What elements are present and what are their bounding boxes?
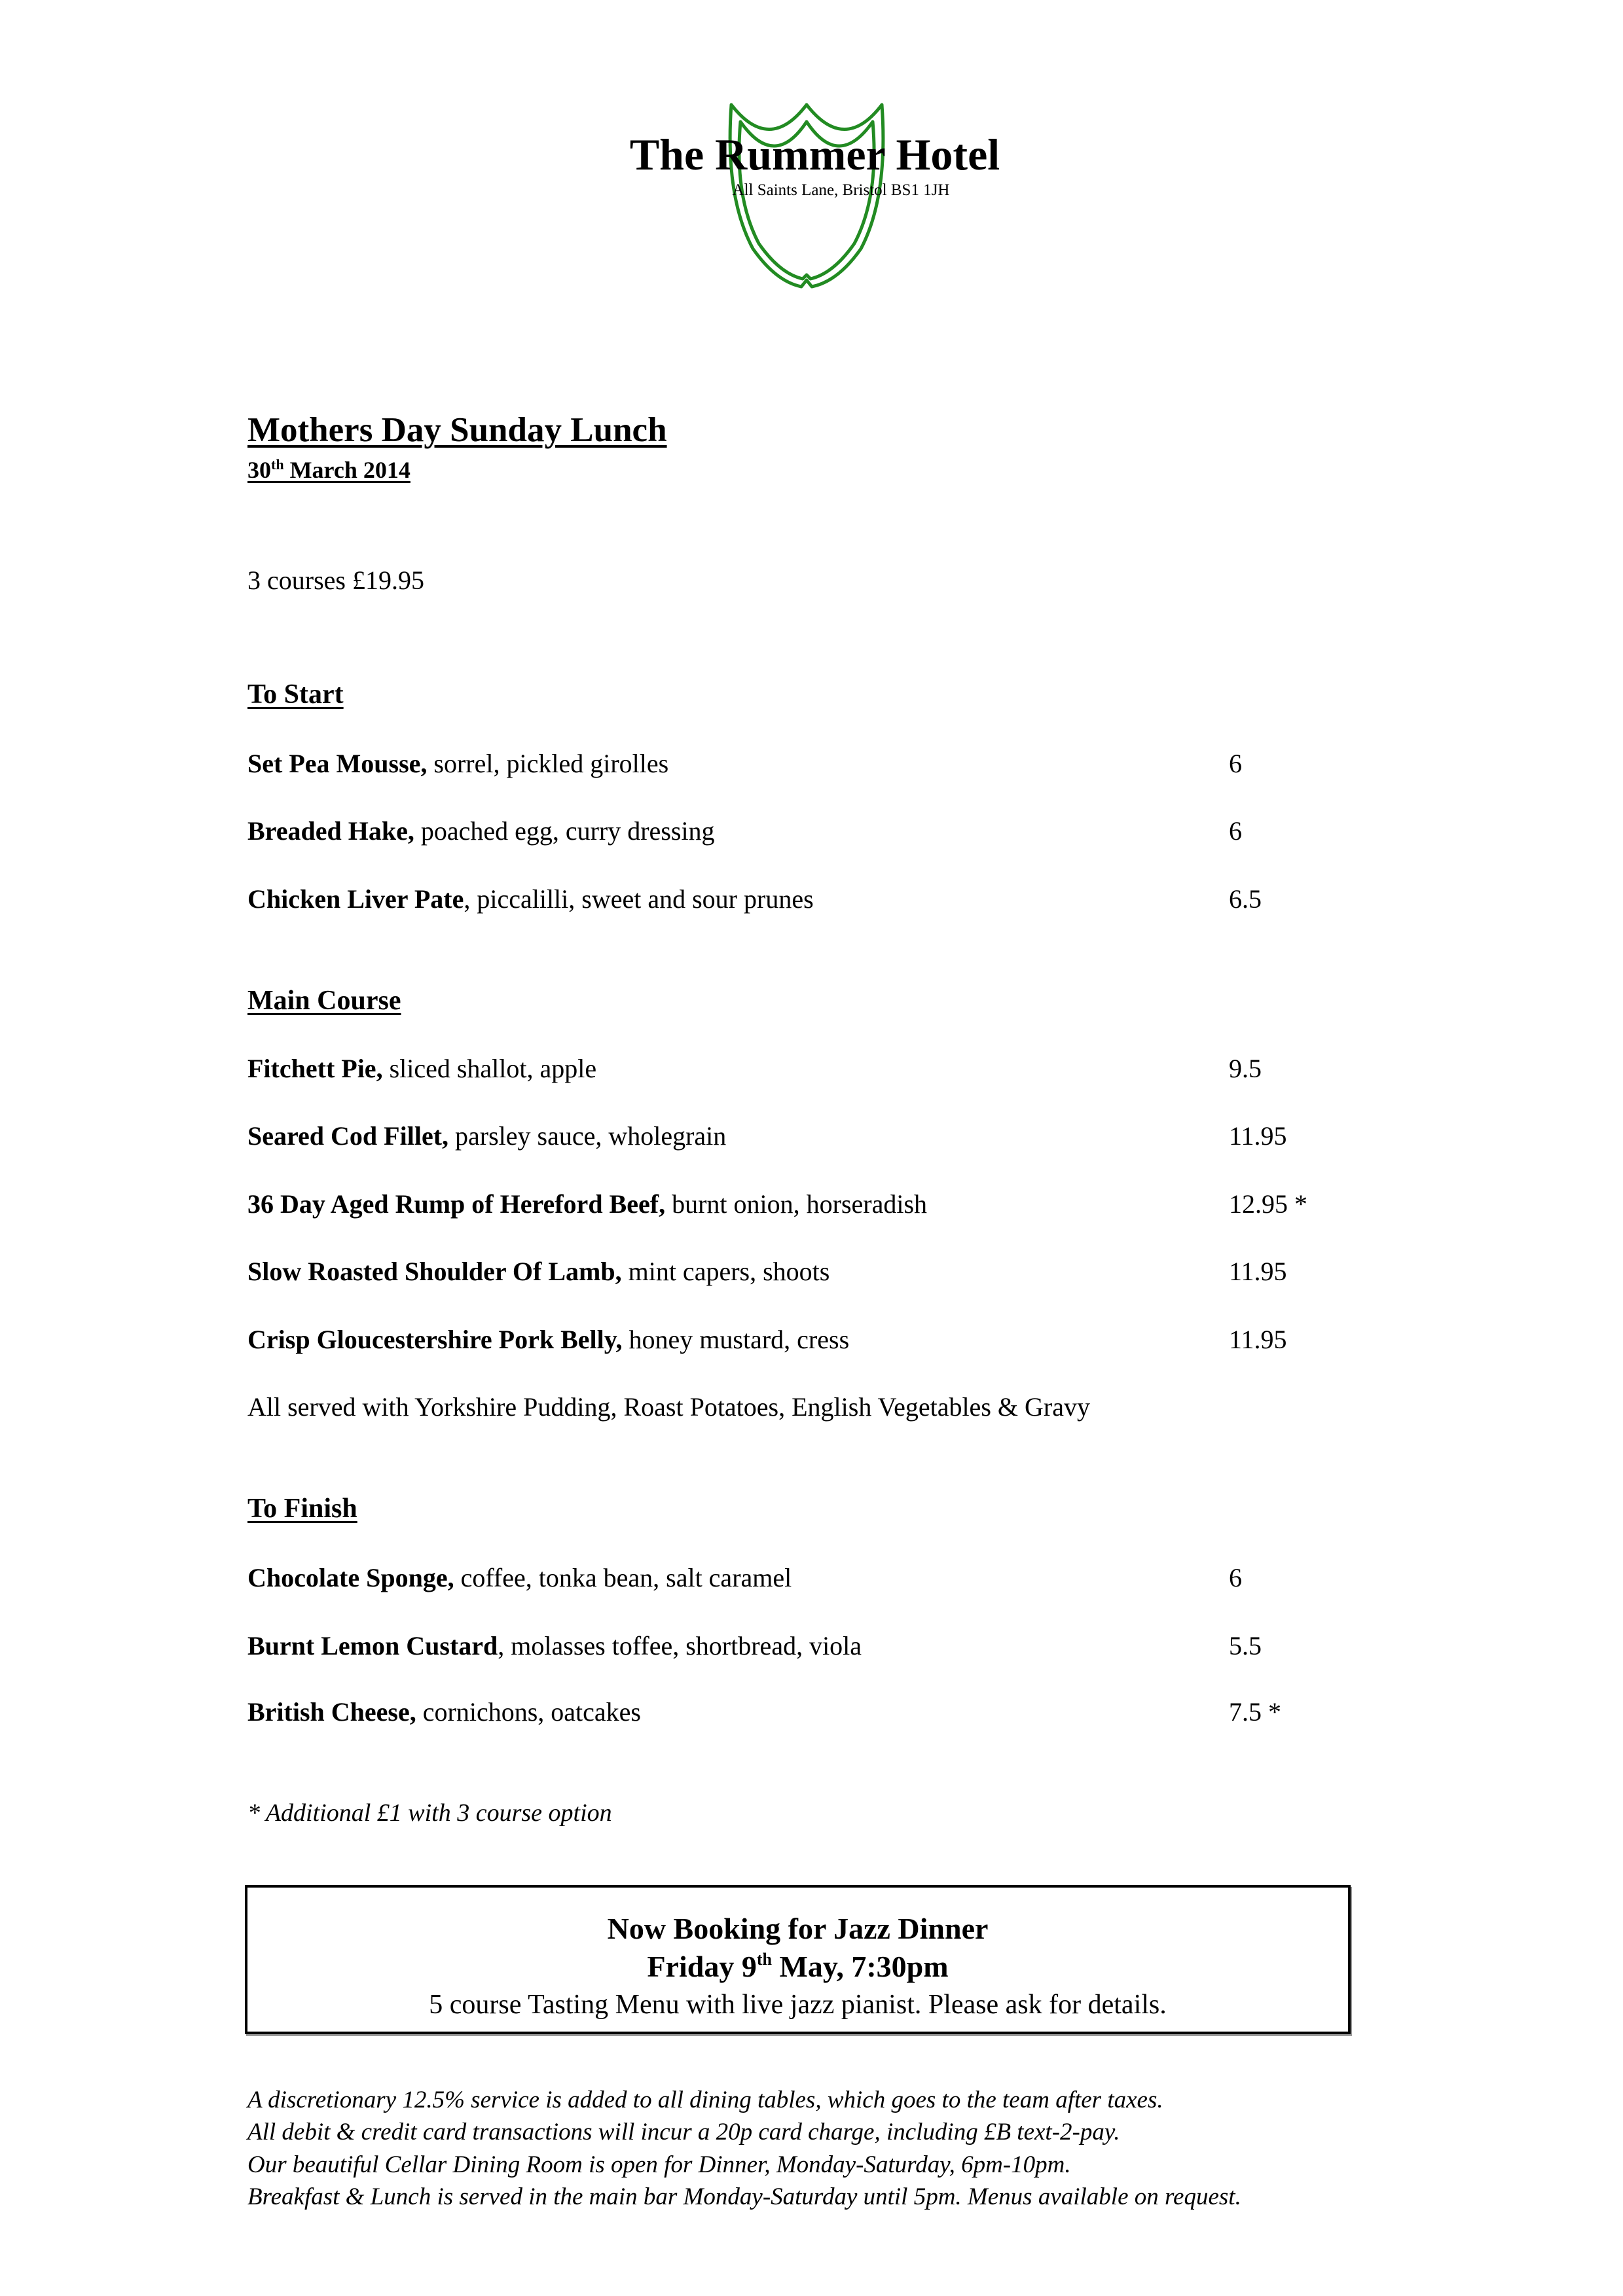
section-heading-to-finish: To Finish [247, 1494, 357, 1524]
promo-heading: Now Booking for Jazz Dinner [607, 1912, 989, 1945]
item-description: honey mustard, cress [622, 1325, 850, 1354]
item-description: burnt onion, horseradish [665, 1189, 928, 1219]
surcharge-footnote: * Additional £1 with 3 course option [247, 1799, 612, 1827]
item-price: 12.95 * [1229, 1189, 1307, 1219]
item-description: cornichons, oatcakes [416, 1697, 641, 1727]
menu-item [247, 1188, 927, 1221]
date-suffix: th [271, 456, 284, 473]
section-heading-main-course: Main Course [247, 986, 401, 1016]
item-name: Slow Roasted Shoulder Of Lamb, [247, 1257, 622, 1286]
item-name: Seared Cod Fillet, [247, 1121, 449, 1151]
mains-served-with-note: All served with Yorkshire Pudding, Roast Potatoes, English Vegetables & Gravy [247, 1392, 1090, 1422]
footer-cellar-dining: Our beautiful Cellar Dining Room is open for Dinner, Monday-Saturday, 6pm-10pm. [247, 2151, 1071, 2178]
menu-date [247, 456, 410, 484]
item-description: , piccalilli, sweet and sour prunes [464, 884, 814, 914]
item-description: poached egg, curry dressing [414, 816, 715, 846]
promo-date [247, 1949, 1348, 1984]
footer-service-charge: A discretionary 12.5% service is added to all dining tables, which goes to the team after taxes. [247, 2087, 1163, 2113]
hotel-address: All Saints Lane, Bristol BS1 1JH [732, 181, 950, 199]
item-name: British Cheese, [247, 1697, 416, 1727]
course-price: 3 courses £19.95 [247, 565, 424, 595]
item-price: 11.95 [1229, 1257, 1287, 1286]
menu-item [247, 883, 814, 916]
item-name: Fitchett Pie, [247, 1054, 383, 1083]
hotel-name: The Rummer Hotel [629, 130, 1000, 179]
jazz-dinner-promo-box [245, 1885, 1351, 2034]
item-price: 11.95 [1229, 1121, 1287, 1151]
menu-item [247, 1630, 862, 1662]
promo-date-suffix: th [756, 1950, 772, 1969]
item-name: Chicken Liver Pate [247, 884, 464, 914]
menu-item [247, 815, 715, 848]
item-price: 6 [1229, 749, 1242, 778]
item-description: , molasses toffee, shortbread, viola [498, 1631, 862, 1660]
item-price: 6 [1229, 816, 1242, 846]
promo-date-pre: Friday 9 [647, 1950, 757, 1983]
item-description: parsley sauce, wholegrain [448, 1121, 727, 1151]
menu-item [247, 747, 668, 780]
promo-description: 5 course Tasting Menu with live jazz pianist. Please ask for details. [429, 1990, 1167, 2020]
item-description: coffee, tonka bean, salt caramel [454, 1563, 792, 1592]
item-price: 7.5 * [1229, 1697, 1281, 1727]
footer-card-charge: All debit & credit card transactions will incur a 20p card charge, including £B text-2-pay. [247, 2119, 1120, 2145]
menu-item [247, 1323, 849, 1356]
menu-item [247, 1052, 596, 1085]
item-description: sorrel, pickled girolles [427, 749, 669, 778]
item-description: sliced shallot, apple [382, 1054, 597, 1083]
section-heading-to-start: To Start [247, 679, 344, 709]
item-price: 6.5 [1229, 884, 1262, 914]
menu-item [247, 1696, 641, 1729]
date-rest: March 2014 [283, 457, 410, 483]
item-description: mint capers, shoots [621, 1257, 830, 1286]
item-name: Chocolate Sponge, [247, 1563, 454, 1592]
item-name: Set Pea Mousse, [247, 749, 428, 778]
menu-title: Mothers Day Sunday Lunch [247, 411, 667, 449]
menu-item [247, 1562, 792, 1594]
item-price: 6 [1229, 1563, 1242, 1592]
menu-item [247, 1255, 830, 1288]
promo-date-post: May, 7:30pm [771, 1950, 949, 1983]
item-price: 11.95 [1229, 1325, 1287, 1354]
item-name: Burnt Lemon Custard [247, 1631, 498, 1660]
item-name: Crisp Gloucestershire Pork Belly, [247, 1325, 623, 1354]
footer-breakfast-lunch: Breakfast & Lunch is served in the main bar Monday-Saturday until 5pm. Menus available on request. [247, 2183, 1241, 2210]
item-price: 5.5 [1229, 1631, 1262, 1660]
item-price: 9.5 [1229, 1054, 1262, 1083]
menu-item [247, 1120, 726, 1153]
date-day: 30 [247, 457, 271, 483]
item-name: 36 Day Aged Rump of Hereford Beef, [247, 1189, 666, 1219]
item-name: Breaded Hake, [247, 816, 414, 846]
